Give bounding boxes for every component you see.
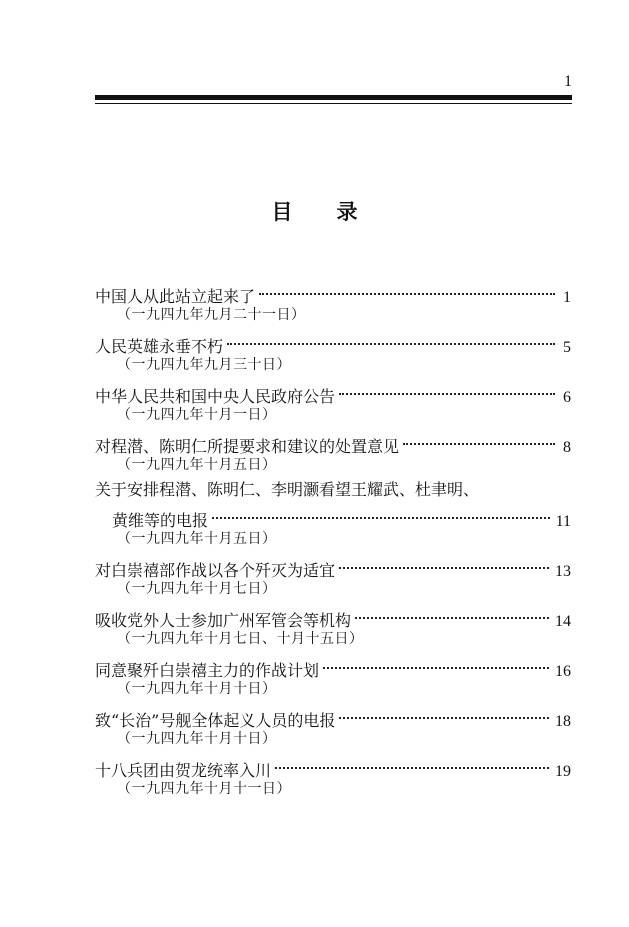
dot-leader bbox=[339, 702, 549, 726]
toc-entry-date: （一九四九年十月五日） bbox=[117, 457, 277, 473]
toc-entry[interactable] bbox=[95, 552, 571, 602]
toc-entry-line bbox=[95, 502, 571, 530]
toc-entry-line bbox=[95, 428, 571, 456]
dot-leader bbox=[339, 378, 555, 402]
dot-leader bbox=[339, 552, 549, 576]
toc-entry-date: （一九四九年十月十日） bbox=[117, 731, 277, 747]
dot-leader bbox=[403, 428, 555, 452]
toc-entry[interactable] bbox=[95, 378, 571, 428]
toc-entry-page-number: 11 bbox=[555, 513, 571, 530]
toc-entry-title: 关于安排程潜、陈明仁、李明灏看望王耀武、杜聿明、 bbox=[95, 480, 480, 499]
toc-entry-date: （一九四九年十月七日、十月十五日） bbox=[117, 631, 364, 647]
toc-entry-page-number: 14 bbox=[555, 613, 571, 630]
toc-entry[interactable] bbox=[95, 278, 571, 328]
toc-entry[interactable] bbox=[95, 328, 571, 378]
dot-leader bbox=[275, 752, 549, 776]
toc-entry-page-number: 5 bbox=[563, 339, 571, 356]
toc-entry-title: 中国人从此站立起来了 bbox=[95, 287, 256, 306]
toc-entry-page-number: 8 bbox=[563, 439, 571, 456]
toc-entry-date: （一九四九年十月十日） bbox=[117, 681, 277, 697]
toc-entry-page-number: 6 bbox=[563, 389, 571, 406]
dot-leader bbox=[323, 652, 549, 676]
toc-entry-title: 黄维等的电报 bbox=[112, 511, 209, 530]
toc-entry-date: （一九四九年九月三十日） bbox=[117, 357, 291, 373]
toc-entry-title: 对程潜、陈明仁所提要求和建议的处置意见 bbox=[95, 437, 400, 456]
toc-entry-line bbox=[95, 378, 571, 406]
toc-entry[interactable] bbox=[95, 602, 571, 652]
page-number: 1 bbox=[564, 73, 572, 90]
header-rule-thick bbox=[95, 95, 572, 100]
toc-entry-date: （一九四九年十月十一日） bbox=[117, 781, 291, 797]
toc-entry-title: 对白崇禧部作战以各个歼灭为适宜 bbox=[95, 561, 336, 580]
toc-entry-line bbox=[95, 602, 571, 630]
toc-entry[interactable] bbox=[95, 428, 571, 478]
toc-entry-line bbox=[95, 652, 571, 680]
toc-entry-title: 同意聚歼白崇禧主力的作战计划 bbox=[95, 661, 320, 680]
toc-entry-date: （一九四九年十月一日） bbox=[117, 407, 277, 423]
toc-entry-title: 吸收党外人士参加广州军管会等机构 bbox=[95, 611, 352, 630]
toc-entry-line bbox=[95, 278, 571, 306]
toc-entry[interactable] bbox=[95, 702, 571, 752]
toc-entry-title: 中华人民共和国中央人民政府公告 bbox=[95, 387, 336, 406]
toc-entry-page-number: 19 bbox=[555, 763, 571, 780]
toc-entry[interactable] bbox=[95, 478, 571, 552]
toc-entry-title: 人民英雄永垂不朽 bbox=[95, 337, 224, 356]
toc-entry-page-number: 18 bbox=[555, 713, 571, 730]
toc-entry[interactable] bbox=[95, 752, 571, 802]
toc-entry-line bbox=[95, 328, 571, 356]
toc-entry-page-number: 16 bbox=[555, 663, 571, 680]
dot-leader bbox=[355, 602, 549, 626]
toc-entry-page-number: 13 bbox=[555, 563, 571, 580]
toc-entry-page-number: 1 bbox=[563, 289, 571, 306]
toc-title: 目录 bbox=[271, 200, 402, 224]
toc-entry-line bbox=[95, 702, 571, 730]
toc-entry-line bbox=[95, 752, 571, 780]
dot-leader bbox=[227, 328, 555, 352]
toc-entry-date: （一九四九年九月二十一日） bbox=[117, 307, 306, 323]
toc-entry-title: 致“长治”号舰全体起义人员的电报 bbox=[95, 711, 336, 730]
dot-leader bbox=[212, 502, 550, 526]
header-rule-thin bbox=[95, 103, 572, 104]
toc-entry-line bbox=[95, 478, 571, 502]
toc-entry[interactable] bbox=[95, 652, 571, 702]
table-of-contents bbox=[95, 278, 571, 802]
dot-leader bbox=[259, 278, 555, 302]
toc-entry-date: （一九四九年十月七日） bbox=[117, 581, 277, 597]
toc-entry-title: 十八兵团由贺龙统率入川 bbox=[95, 761, 272, 780]
toc-entry-line bbox=[95, 552, 571, 580]
toc-entry-date: （一九四九年十月五日） bbox=[117, 531, 277, 547]
